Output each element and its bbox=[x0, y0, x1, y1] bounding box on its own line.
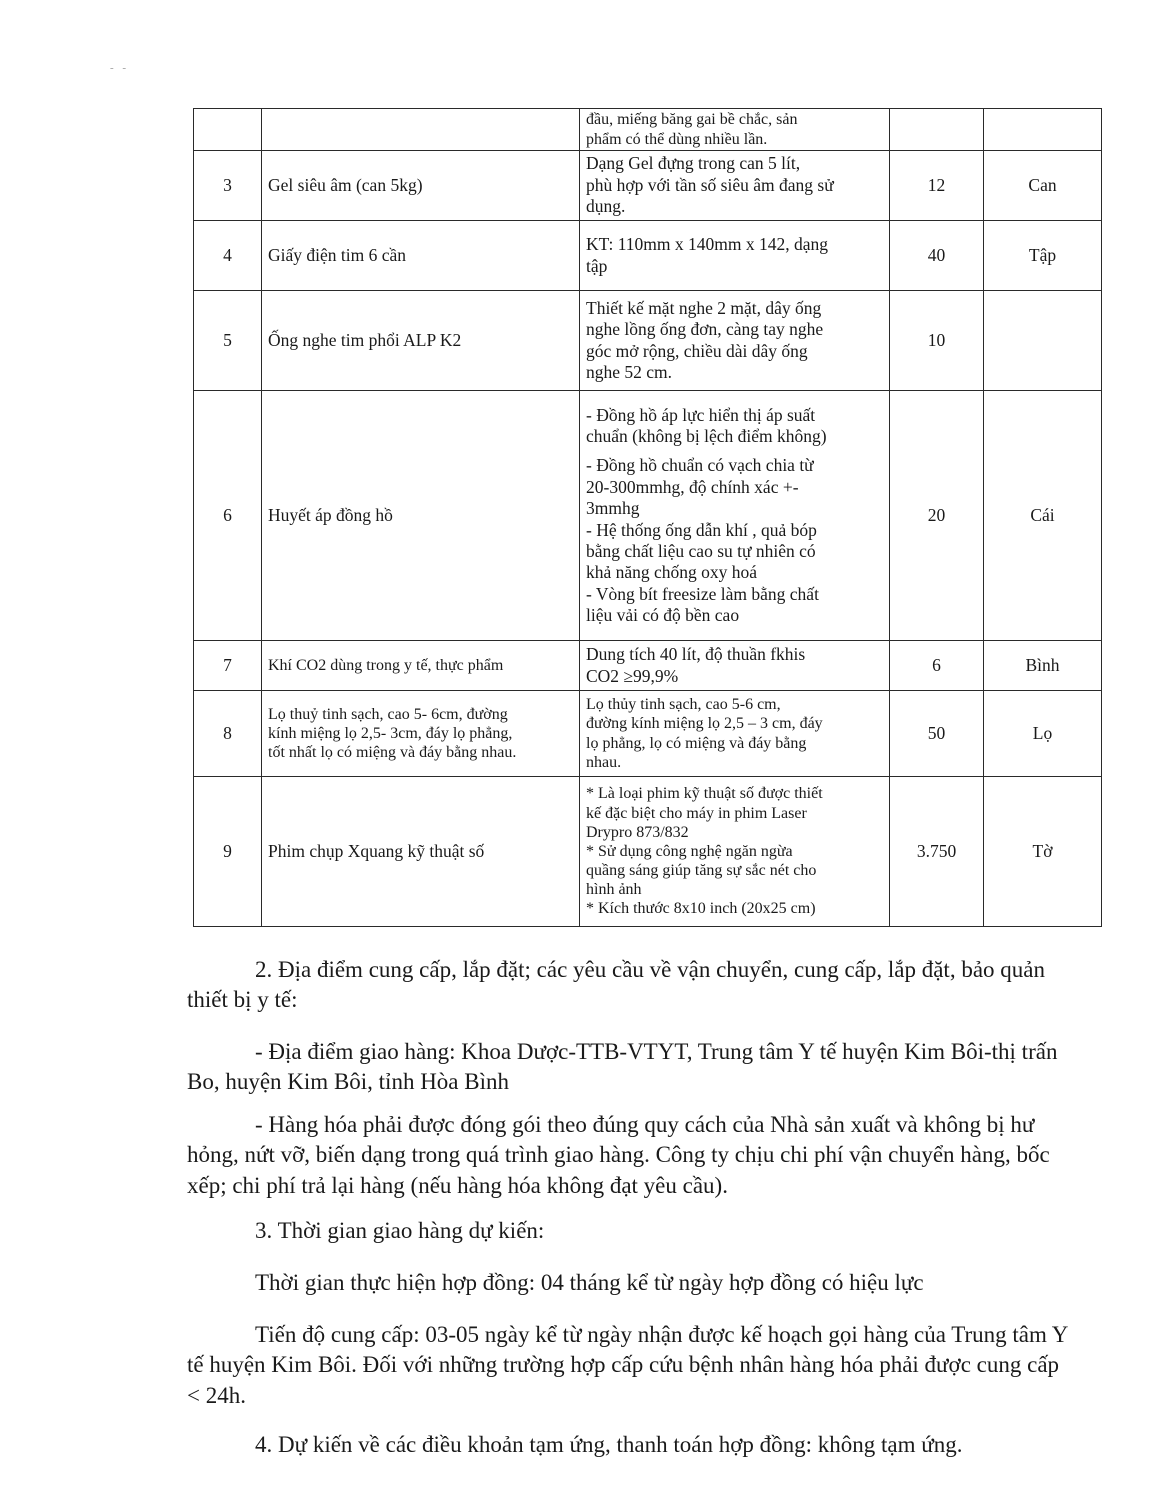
item-spec bbox=[580, 691, 890, 777]
item-name: Gel siêu âm (can 5kg) bbox=[262, 151, 580, 221]
spec-line: Thiết kế mặt nghe 2 mặt, dây ống bbox=[586, 297, 822, 318]
spec-line: góc mở rộng, chiều dài dây ống bbox=[586, 340, 808, 361]
table-row bbox=[194, 777, 1102, 927]
item-spec bbox=[580, 151, 890, 221]
spec-line: nhau. bbox=[586, 753, 622, 771]
item-name: Ống nghe tim phổi ALP K2 bbox=[262, 291, 580, 391]
spec-line: Dạng Gel đựng trong can 5 lít, bbox=[586, 153, 801, 174]
spec-line: chuẩn (không bị lệch điểm không) bbox=[586, 426, 827, 447]
spec-line: CO2 ≥99,9% bbox=[586, 665, 679, 686]
item-unit bbox=[984, 291, 1102, 391]
spec-line: KT: 110mm x 140mm x 142, dạng bbox=[586, 234, 829, 255]
item-quantity: 10 bbox=[890, 291, 984, 391]
item-spec bbox=[580, 777, 890, 927]
spec-line: đường kính miệng lọ 2,5 – 3 cm, đáy bbox=[586, 715, 823, 733]
spec-line: hình ảnh bbox=[586, 881, 642, 899]
item-quantity: 20 bbox=[890, 391, 984, 641]
spec-line: nghe lồng ống đơn, càng tay nghe bbox=[586, 319, 824, 340]
spec-line: phù hợp với tần số siêu âm đang sử bbox=[586, 174, 834, 195]
item-spec bbox=[580, 641, 890, 691]
spec-line: * Sử dụng công nghệ ngăn ngừa bbox=[586, 842, 793, 860]
item-name: Huyết áp đồng hồ bbox=[262, 391, 580, 641]
spec-line: bằng chất liệu cao su tự nhiên có bbox=[586, 540, 816, 561]
spec-line: * Kích thước 8x10 inch (20x25 cm) bbox=[586, 900, 816, 918]
row-number: 9 bbox=[194, 777, 262, 927]
spec-line: - Đồng hồ áp lực hiển thị áp suất bbox=[586, 404, 816, 425]
row-number: 6 bbox=[194, 391, 262, 641]
section-2-heading: 2. Địa điểm cung cấp, lắp đặt; các yêu cầu về vận chuyển, cung cấp, lắp đặt, bảo quản thiết bị y tế: bbox=[187, 957, 1045, 1013]
table-row bbox=[194, 391, 1102, 641]
delivery-location: - Địa điểm giao hàng: Khoa Dược-TTB-VTYT, Trung tâm Y tế huyện Kim Bôi-thị trấn Bo, huyện Kim Bôi, tỉnh Hòa Bình bbox=[187, 1039, 1058, 1095]
item-quantity: 3.750 bbox=[890, 777, 984, 927]
spec-line: phẩm có thể dùng nhiều lần. bbox=[586, 130, 768, 148]
row-number: 4 bbox=[194, 221, 262, 291]
name-line: Lọ thuỷ tinh sạch, cao 5- 6cm, đường bbox=[268, 705, 508, 723]
spec-line: - Vòng bít freesize làm bằng chất bbox=[586, 583, 819, 604]
spec-line: nghe 52 cm. bbox=[586, 361, 673, 382]
item-quantity: 6 bbox=[890, 641, 984, 691]
item-unit: Cái bbox=[984, 391, 1102, 641]
row-number bbox=[194, 109, 262, 151]
spec-line: - Hệ thống ống dẫn khí , quả bóp bbox=[586, 519, 817, 540]
table-row bbox=[194, 109, 1102, 151]
item-quantity: 40 bbox=[890, 221, 984, 291]
delivery-schedule: Tiến độ cung cấp: 03-05 ngày kể từ ngày nhận được kế hoạch gọi hàng của Trung tâm Y tế huyện Kim Bôi. Đối với những trường hợp cấp cứu bệnh nhân hàng hóa phải được cung cấp < 24h. bbox=[187, 1322, 1068, 1408]
item-quantity: 50 bbox=[890, 691, 984, 777]
item-unit: Tập bbox=[984, 221, 1102, 291]
table-row bbox=[194, 221, 1102, 291]
item-unit: Bình bbox=[984, 641, 1102, 691]
item-spec bbox=[580, 221, 890, 291]
spec-line: Drypro 873/832 bbox=[586, 823, 689, 841]
section-4-heading: 4. Dự kiến về các điều khoản tạm ứng, thanh toán hợp đồng: không tạm ứng. bbox=[255, 1432, 963, 1457]
packaging-requirements: - Hàng hóa phải được đóng gói theo đúng quy cách của Nhà sản xuất và không bị hư hỏng, nứt vỡ, biến dạng trong quá trình giao hàng. Công ty chịu chi phí vận chuyển hàng, bốc xếp; chi phí trả lại hàng (nếu hàng hóa không đạt yêu cầu). bbox=[187, 1112, 1050, 1198]
item-unit: Can bbox=[984, 151, 1102, 221]
item-name bbox=[262, 691, 580, 777]
table-row bbox=[194, 151, 1102, 221]
spec-line: lọ phẳng, lọ có miệng và đáy bằng bbox=[586, 734, 807, 752]
table-row bbox=[194, 641, 1102, 691]
spec-line: 3mmhg bbox=[586, 498, 640, 519]
spec-line: tập bbox=[586, 255, 608, 276]
spec-line: khả năng chống oxy hoá bbox=[586, 562, 758, 583]
contract-duration: Thời gian thực hiện hợp đồng: 04 tháng kể từ ngày hợp đồng có hiệu lực bbox=[255, 1270, 924, 1295]
spec-line: Dung tích 40 lít, độ thuần fkhis bbox=[586, 644, 806, 665]
table-row bbox=[194, 291, 1102, 391]
items-table bbox=[193, 108, 1102, 927]
item-name: Giấy điện tim 6 cần bbox=[262, 221, 580, 291]
item-spec bbox=[580, 391, 890, 641]
name-line: kính miệng lọ 2,5- 3cm, đáy lọ phẳng, bbox=[268, 724, 513, 742]
row-number: 5 bbox=[194, 291, 262, 391]
spec-line: đầu, miếng băng gai bề chắc, sản bbox=[586, 111, 798, 129]
row-number: 7 bbox=[194, 641, 262, 691]
spec-line: dụng. bbox=[586, 196, 626, 217]
section-3-heading: 3. Thời gian giao hàng dự kiến: bbox=[255, 1218, 545, 1243]
spec-line: Lọ thủy tinh sạch, cao 5-6 cm, bbox=[586, 696, 781, 714]
spec-line: liệu vải có độ bền cao bbox=[586, 604, 740, 625]
row-number: 8 bbox=[194, 691, 262, 777]
item-name: Khí CO2 dùng trong y tế, thực phẩm bbox=[262, 641, 580, 691]
scan-mark: - - bbox=[110, 62, 130, 74]
spec-line: quầng sáng giúp tăng sự sắc nét cho bbox=[586, 862, 817, 880]
item-unit: Lọ bbox=[984, 691, 1102, 777]
spec-line: kế đặc biệt cho máy in phim Laser bbox=[586, 804, 807, 822]
item-quantity bbox=[890, 109, 984, 151]
spec-line: 20-300mmhg, độ chính xác +- bbox=[586, 476, 799, 497]
spec-line: * Là loại phim kỹ thuật số được thiết bbox=[586, 785, 823, 803]
item-spec bbox=[580, 291, 890, 391]
table-row bbox=[194, 691, 1102, 777]
item-quantity: 12 bbox=[890, 151, 984, 221]
item-spec bbox=[580, 109, 890, 151]
item-unit bbox=[984, 109, 1102, 151]
spec-line: - Đồng hồ chuẩn có vạch chia từ bbox=[586, 455, 814, 476]
row-number: 3 bbox=[194, 151, 262, 221]
item-unit: Tờ bbox=[984, 777, 1102, 927]
name-line: tốt nhất lọ có miệng và đáy bằng nhau. bbox=[268, 744, 517, 762]
item-name: Phim chụp Xquang kỹ thuật số bbox=[262, 777, 580, 927]
item-name bbox=[262, 109, 580, 151]
